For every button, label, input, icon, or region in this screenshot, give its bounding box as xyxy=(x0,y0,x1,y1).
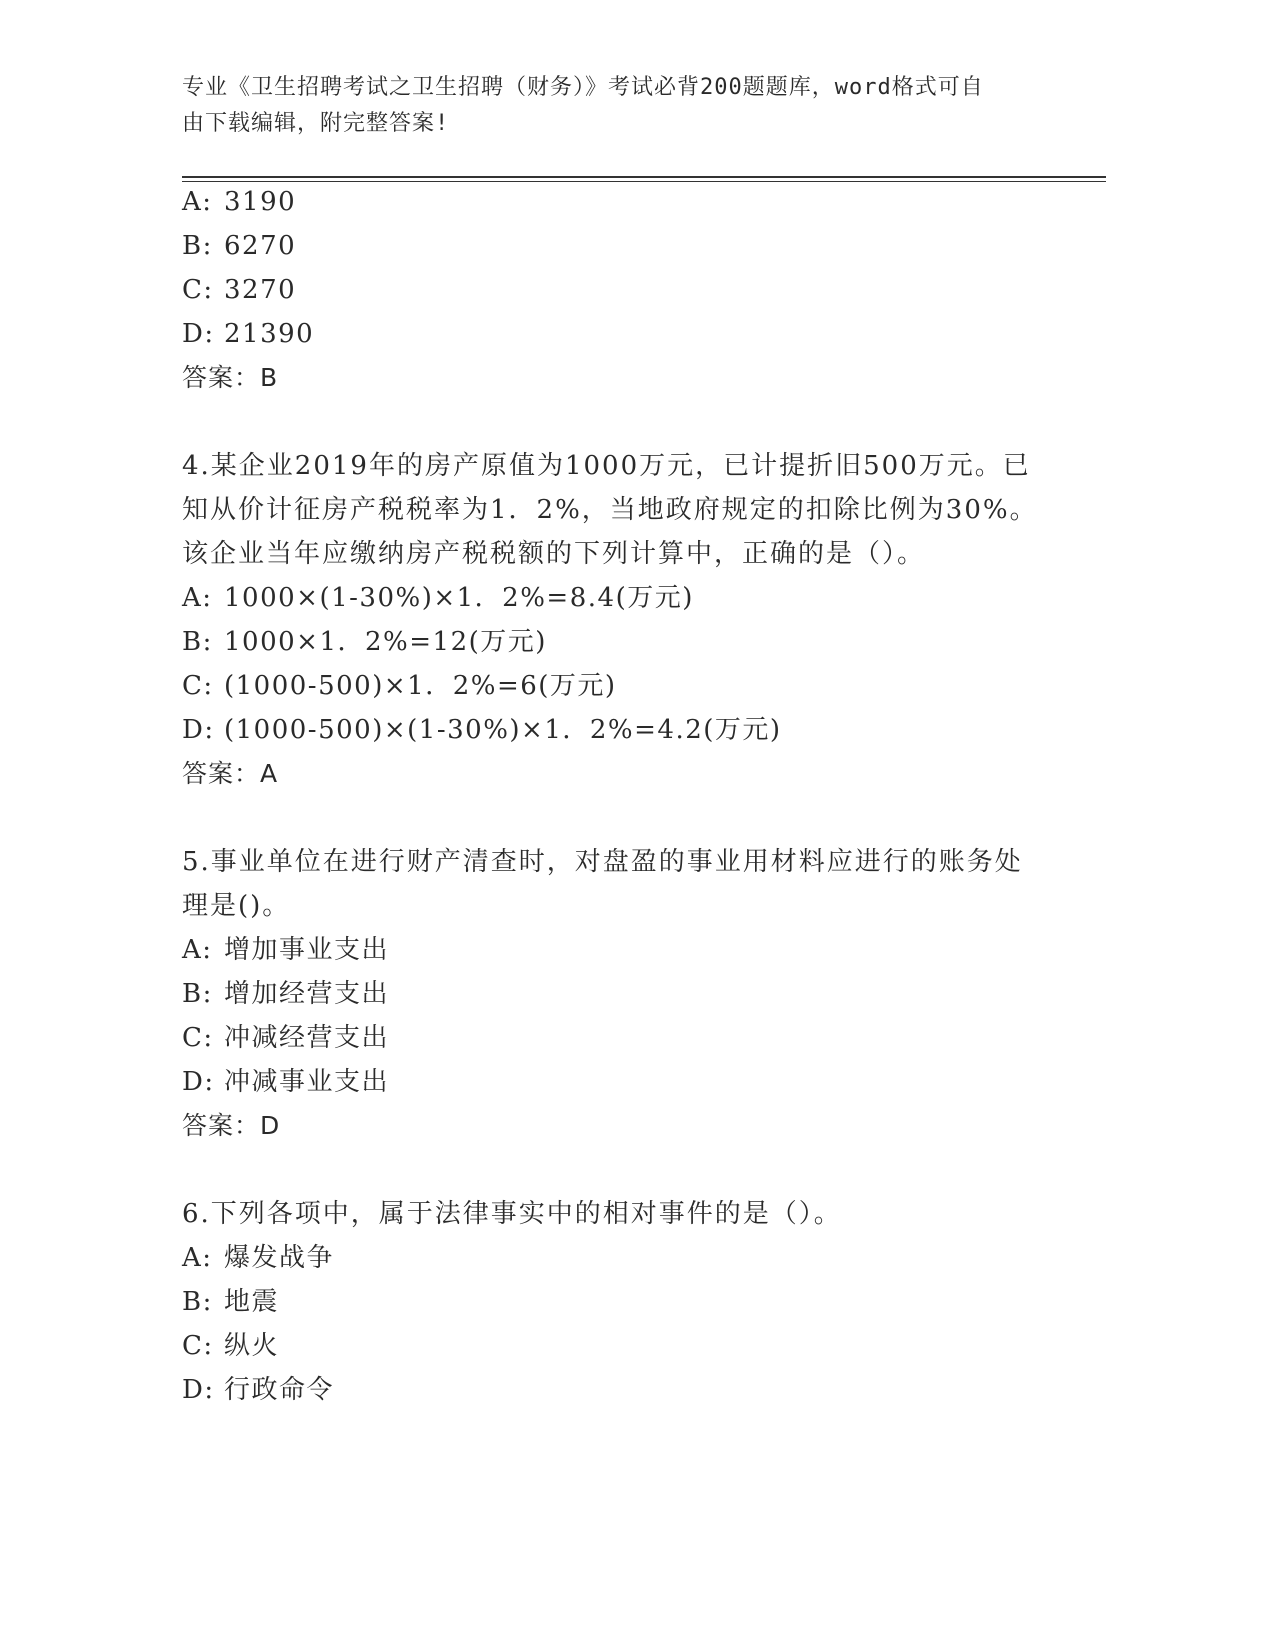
question-5-answer: 答案：D xyxy=(182,1111,281,1140)
question-3-block xyxy=(182,180,1082,400)
question-3-option-d: D: 21390 xyxy=(182,319,315,349)
spacer xyxy=(182,1148,1082,1192)
question-5-option-c: C: 冲减经营支出 xyxy=(182,1023,390,1053)
question-6-text-line-1: 6.下列各项中，属于法律事实中的相对事件的是（）。 xyxy=(182,1199,842,1229)
document-header xyxy=(182,70,1052,142)
question-4-block xyxy=(182,444,1082,576)
question-6-option-a: A: 爆发战争 xyxy=(182,1243,335,1273)
question-5-option-d: D: 冲减事业支出 xyxy=(182,1067,390,1097)
question-6-option-c: C: 纵火 xyxy=(182,1331,280,1361)
question-3-option-a: A: 3190 xyxy=(182,187,297,217)
question-6-block xyxy=(182,1192,1082,1236)
question-5-options xyxy=(182,928,1082,1148)
question-5-text-line-2: 理是()。 xyxy=(182,891,291,921)
question-5-option-a: A: 增加事业支出 xyxy=(182,935,390,965)
spacer xyxy=(182,796,1082,840)
document-body xyxy=(182,180,1082,1412)
question-4-text-line-2: 知从价计征房产税税率为1．2%，当地政府规定的扣除比例为30%。 xyxy=(182,495,1038,525)
question-6-option-b: B: 地震 xyxy=(182,1287,280,1317)
question-4-text-line-3: 该企业当年应缴纳房产税税额的下列计算中，正确的是（）。 xyxy=(182,539,926,569)
question-3-option-c: C: 3270 xyxy=(182,275,297,305)
question-4-option-d: D: (1000-500)×(1-30%)×1．2%=4.2(万元) xyxy=(182,715,782,745)
question-3-answer: 答案：B xyxy=(182,363,279,392)
question-4-option-c: C: (1000-500)×1．2%=6(万元) xyxy=(182,671,617,701)
question-5-option-b: B: 增加经营支出 xyxy=(182,979,390,1009)
question-6-option-d: D: 行政命令 xyxy=(182,1375,335,1405)
question-4-options xyxy=(182,576,1082,796)
question-6-options xyxy=(182,1236,1082,1412)
question-5-block xyxy=(182,840,1082,928)
header-rule-thick xyxy=(182,176,1106,178)
question-4-text-line-1: 4.某企业2019年的房产原值为1000万元，已计提折旧500万元。已 xyxy=(182,451,1031,481)
header-line-1: 专业《卫生招聘考试之卫生招聘（财务）》考试必背200题题库，word格式可自 xyxy=(182,75,984,100)
spacer xyxy=(182,400,1082,444)
question-5-text-line-1: 5.事业单位在进行财产清查时，对盘盈的事业用材料应进行的账务处 xyxy=(182,847,1023,877)
question-3-option-b: B: 6270 xyxy=(182,231,297,261)
question-4-option-b: B: 1000×1．2%=12(万元) xyxy=(182,627,547,657)
question-4-option-a: A: 1000×(1-30%)×1．2%=8.4(万元) xyxy=(182,583,694,613)
question-4-answer: 答案：A xyxy=(182,759,279,788)
header-line-2: 由下载编辑，附完整答案! xyxy=(182,111,450,136)
